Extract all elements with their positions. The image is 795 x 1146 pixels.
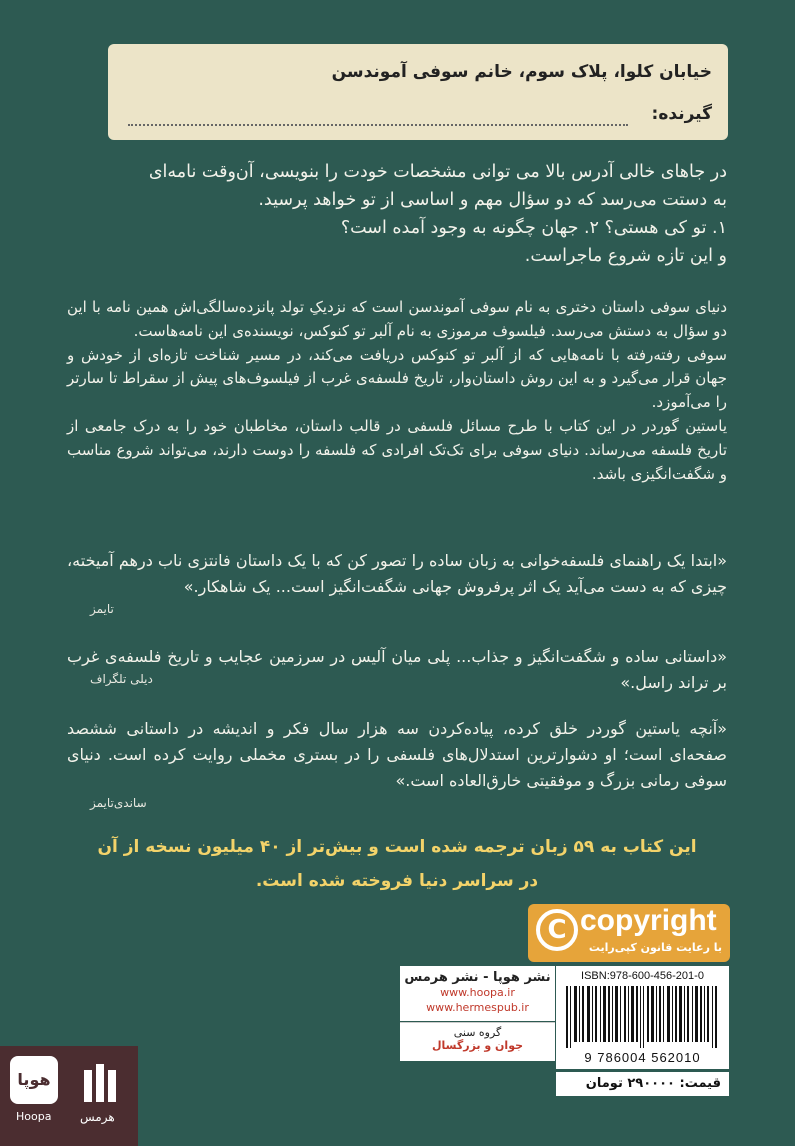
- review-quote: «آنچه یاستین گوردر خلق کرده، پیاده‌کردن سه هزار سال فکر و اندیشه در داستانی ششصد صفحه‌ای است؛ او دشوارترین استدلال‌های فلسفی را در بستری مخملی روایت کرده است. دنیای سوفی رمانی بزرگ و موفقیتی خارق‌العاده است.»: [67, 719, 727, 790]
- copyright-law-text: با رعایت قانون کپی‌رایت: [588, 941, 722, 954]
- isbn-text: ISBN:978-600-456-201-0: [581, 970, 704, 982]
- intro-line: به دستت می‌رسد که دو سؤال مهم و اساسی از تو خواهد پرسید.: [258, 190, 727, 210]
- description-paragraph: دنیای سوفی داستان دختری به نام سوفی آموندسن است که نزدیکِ تولد پانزده‌سالگی‌اش همین نامه با این دو سؤال به دستش می‌رسد. فیلسوف مرموزی به نام آلبر تو کنوکس، نویسنده‌ی این نامه‌هاست.: [67, 298, 727, 340]
- publisher-url[interactable]: www.hermespub.ir: [426, 1001, 529, 1014]
- review-source: تایمز: [90, 602, 114, 616]
- sales-line: این کتاب به ۵۹ زبان ترجمه شده است و بیش‌تر از ۴۰ میلیون نسخه از آن: [97, 837, 697, 857]
- age-group-value: جوان و بزرگسال: [431, 1039, 524, 1052]
- intro-line: و این تازه شروع ماجراست.: [524, 246, 727, 266]
- age-group-box: [400, 1022, 555, 1061]
- hoopa-logo: هوپا: [10, 1056, 58, 1104]
- copyright-icon: C: [536, 909, 578, 951]
- hermes-label: هرمس: [80, 1110, 115, 1124]
- review-source: ساندی‌تایمز: [90, 796, 147, 810]
- sales-line: در سراسر دنیا فروخته شده است.: [255, 871, 539, 891]
- recipient-label: گیرنده:: [651, 104, 712, 124]
- publisher-url[interactable]: www.hoopa.ir: [440, 986, 515, 999]
- hermes-logo-icon: [82, 1060, 118, 1104]
- copyright-badge: [528, 904, 730, 962]
- hoopa-label: Hoopa: [16, 1110, 52, 1123]
- barcode-icon: [564, 986, 721, 1048]
- intro-line: در جاهای خالی آدرس بالا می توانی مشخصات خودت را بنویسی، آن‌وقت نامه‌ای: [148, 162, 727, 182]
- barcode-digits: 9 786004 562010: [584, 1050, 701, 1065]
- publisher-logos: [0, 1046, 138, 1146]
- recipient-fill-line: [128, 124, 628, 126]
- publisher-name: نشر هوپا - نشر هرمس: [404, 970, 551, 985]
- description-paragraph: سوفی رفته‌رفته با نامه‌هایی که از آلبر تو کنوکس دریافت می‌کند، در مسیر شناخت تازه‌ای از خودش و جهان قرار می‌گیرد و به این روش داستان‌وار، تاریخ فلسفه‌ی غرب از فیلسوف‌های پیش از سقراط تا سارتر را می‌آموزد.: [67, 345, 727, 412]
- review-source: دیلی تلگراف: [90, 672, 153, 686]
- book-description: [67, 296, 727, 486]
- age-group-label: گروه سنی: [453, 1026, 502, 1039]
- address-card: [108, 44, 728, 140]
- description-paragraph: یاستین گوردر در این کتاب با طرح مسائل فلسفی در قالب داستان، مخاطبان خود را به درک جامعی از تاریخ فلسفه می‌رساند. دنیای سوفی برای تک‌تک افرادی که فلسفه را دوست دارند، می‌تواند شروع مناسب و شگفت‌انگیزی باشد.: [67, 416, 727, 483]
- address-line: خیابان کلوا، پلاک سوم، خانم سوفی آموندسن: [331, 62, 712, 82]
- intro-line: ۱. تو کی هستی؟ ۲. جهان چگونه به وجود آمده است؟: [340, 218, 727, 238]
- intro-text: [67, 158, 727, 270]
- review-quote: «داستانی ساده و شگفت‌انگیز و جذاب... پلی میان آلیس در سرزمین عجایب و تاریخ فلسفه‌ی غرب بر تراند راسل.»: [67, 647, 727, 692]
- copyright-word: copyright: [580, 904, 717, 937]
- barcode-box: [556, 966, 729, 1069]
- price-label: قیمت: ۲۹۰۰۰۰ تومان: [556, 1072, 729, 1096]
- publisher-box: [400, 966, 555, 1021]
- sales-statement: [67, 830, 727, 898]
- review-quote: «ابتدا یک راهنمای فلسفه‌خوانی به زبان ساده را تصور کن که با یک داستان فانتزی ناب درهم آمیخته، چیزی که به دست می‌آید یک اثر پرفروش جهانی شگفت‌انگیز است... یک شاهکار.»: [67, 551, 727, 596]
